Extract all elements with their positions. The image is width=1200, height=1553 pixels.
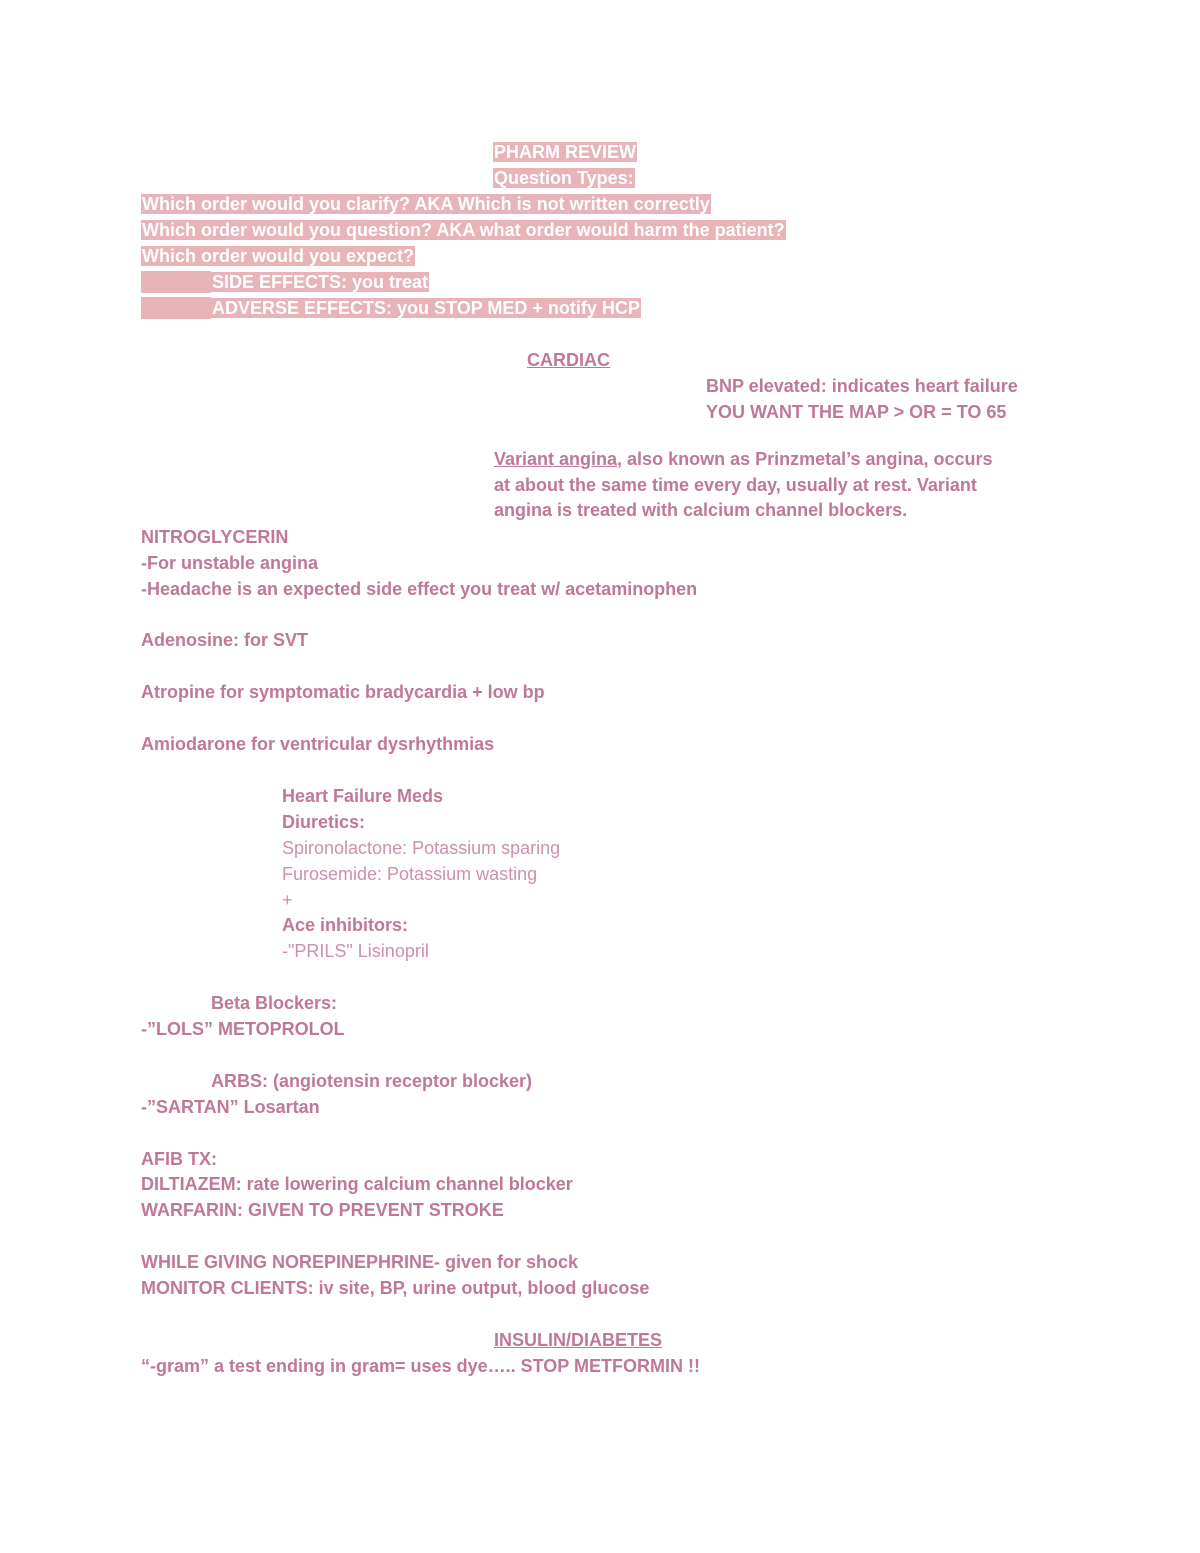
metformin-note: “-gram” a test ending in gram= uses dye….. STOP METFORMIN !! <box>141 1356 700 1376</box>
question-type-3 <box>141 245 415 267</box>
question-type-3-text: Which order would you expect? <box>142 246 415 266</box>
furosemide-note: Furosemide: Potassium wasting <box>282 864 538 884</box>
question-type-1 <box>141 193 711 215</box>
variant-angina-line-2: at about the same time every day, usually at rest. Variant <box>494 475 977 495</box>
nitroglycerin-title: NITROGLYCERIN <box>141 527 289 547</box>
variant-angina-line-3: angina is treated with calcium channel blockers. <box>494 500 908 520</box>
ace-inhibitors-title: Ace inhibitors: <box>282 915 409 935</box>
question-type-2-text: Which order would you question? AKA what order would harm the patient? <box>142 220 785 240</box>
nitroglycerin-note-2: -Headache is an expected side effect you treat w/ acetaminophen <box>141 579 698 599</box>
adverse-effects-line <box>141 297 641 319</box>
diuretics-title: Diuretics: <box>282 812 366 832</box>
highlight-indent <box>141 271 211 293</box>
bnp-note: BNP elevated: indicates heart failure <box>706 376 1018 396</box>
variant-angina-line-1 <box>494 448 993 470</box>
afib-title: AFIB TX: <box>141 1149 217 1169</box>
beta-blockers-title: Beta Blockers: <box>211 993 338 1013</box>
page-subtitle <box>493 167 635 189</box>
side-effects-text: SIDE EFFECTS: you treat <box>212 272 429 292</box>
insulin-heading: INSULIN/DIABETES <box>494 1330 663 1350</box>
diltiazem-note: DILTIAZEM: rate lowering calcium channel blocker <box>141 1174 573 1194</box>
page-title <box>493 141 637 163</box>
arbs-example: -”SARTAN” Losartan <box>141 1097 320 1117</box>
plus-sign: + <box>282 890 293 910</box>
title-text: PHARM REVIEW <box>494 142 637 162</box>
adenosine-note: Adenosine: for SVT <box>141 630 309 650</box>
question-type-2 <box>141 219 786 241</box>
variant-angina-term: Variant angina, <box>494 449 623 469</box>
variant-angina-desc-1: also known as Prinzmetal’s angina, occurs <box>622 449 993 469</box>
cardiac-heading: CARDIAC <box>527 350 610 370</box>
heart-failure-title: Heart Failure Meds <box>282 786 444 806</box>
question-type-1-text: Which order would you clarify? AKA Which is not written correctly <box>142 194 710 214</box>
spironolactone-note: Spironolactone: Potassium sparing <box>282 838 561 858</box>
adverse-effects-text: ADVERSE EFFECTS: you STOP MED + notify HCP <box>212 298 640 318</box>
warfarin-note: WARFARIN: GIVEN TO PREVENT STROKE <box>141 1200 504 1220</box>
norepinephrine-note-2: MONITOR CLIENTS: iv site, BP, urine output, blood glucose <box>141 1278 650 1298</box>
norepinephrine-note-1: WHILE GIVING NOREPINEPHRINE- given for shock <box>141 1252 579 1272</box>
beta-blockers-example: -”LOLS” METOPROLOL <box>141 1019 345 1039</box>
subtitle-text: Question Types: <box>494 168 634 188</box>
map-note: YOU WANT THE MAP > OR = TO 65 <box>706 402 1007 422</box>
atropine-note: Atropine for symptomatic bradycardia + low bp <box>141 682 545 702</box>
prils-note: -"PRILS" Lisinopril <box>282 941 429 961</box>
nitroglycerin-note-1: -For unstable angina <box>141 553 319 573</box>
side-effects-line <box>141 271 429 293</box>
highlight-indent <box>141 297 211 319</box>
amiodarone-note: Amiodarone for ventricular dysrhythmias <box>141 734 495 754</box>
arbs-title: ARBS: (angiotensin receptor blocker) <box>211 1071 533 1091</box>
